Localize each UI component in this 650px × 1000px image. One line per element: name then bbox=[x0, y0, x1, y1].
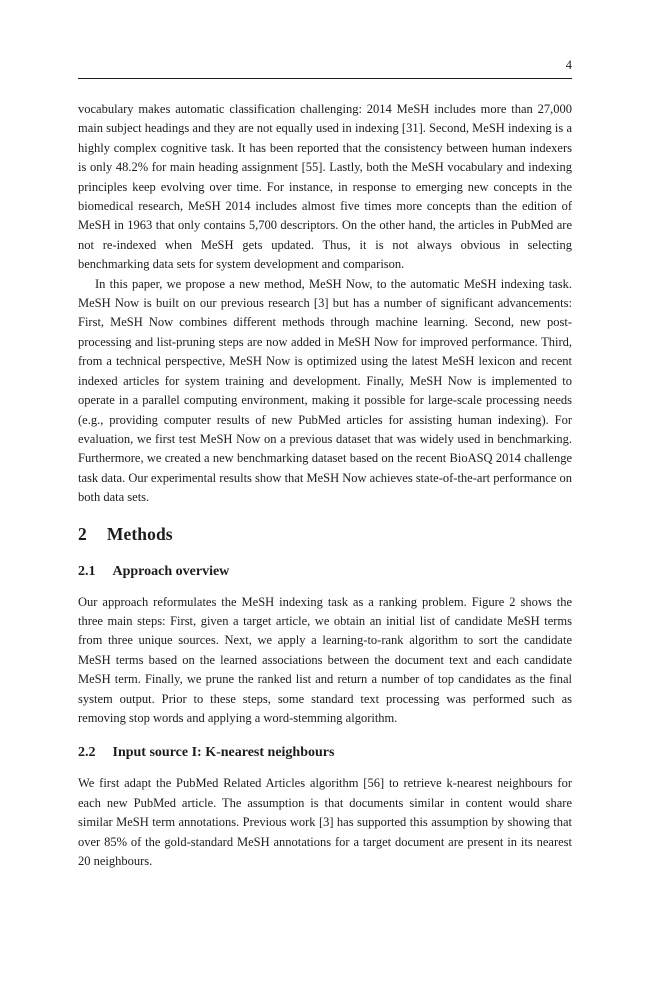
section-title: Methods bbox=[106, 523, 173, 544]
page-number: 4 bbox=[565, 58, 572, 72]
page-header bbox=[78, 58, 572, 79]
subsection-title: Approach overview bbox=[112, 563, 230, 579]
section-heading-methods bbox=[78, 524, 572, 545]
body-paragraph-1: vocabulary makes automatic classification challenging: 2014 MeSH includes more than 27,000 main subject headings and they are not equally used in indexing [31]. Second, MeSH indexing is a highly complex cognitive task. It has been reported that the consistency between human indexers is only 48.2% for main heading assignment [55]. Lastly, both the MeSH vocabulary and indexing principles keep evolving over time. For instance, in response to emerging new concepts in the biomedical research, MeSH 2014 includes almost five times more concepts than the edition of MeSH in 1963 that only contains 5,700 descriptors. On the other hand, the articles in PubMed are not re-indexed when MeSH gets updated. Thus, it is not always obvious in selecting benchmarking data sets for system development and comparison. bbox=[78, 102, 572, 272]
subsection-title: Input source I: K-nearest neighbours bbox=[112, 745, 335, 761]
text-column bbox=[78, 0, 572, 871]
body-paragraph-2: In this paper, we propose a new method, MeSH Now, to the automatic MeSH indexing task. MeSH Now is built on our previous research [3] but has a number of significant advancements: First, MeSH Now combines different methods through machine learning. Second, new post-processing and list-pruning steps are now added in MeSH Now for improved performance. Third, from a technical perspective, MeSH Now is optimized using the latest MeSH lexicon and recent indexed articles for system training and development. Finally, MeSH Now is implemented to operate in a parallel computing environment, making it possible for large-scale processing needs (e.g., providing computer results of new PubMed articles for assisting human indexing). For evaluation, we first test MeSH Now on a previous dataset that was widely used in benchmarking. Furthermore, we created a new benchmarking dataset based on the recent BioASQ 2014 challenge task data. Our experimental results show that MeSH Now achieves state-of-the-art performance on both data sets. bbox=[78, 276, 572, 505]
section-number: 2 bbox=[78, 523, 87, 544]
subsection-number: 2.2 bbox=[78, 745, 96, 761]
knn-paragraph: We first adapt the PubMed Related Articles algorithm [56] to retrieve k-nearest neighbours for each new PubMed article. The assumption is that documents similar in content would share similar MeSH term annotations. Previous work [3] has supported this assumption by showing that over 85% of the gold-standard MeSH annotations for a target document are present in its nearest 20 neighbours. bbox=[78, 776, 572, 868]
subsection-heading-approach-overview bbox=[78, 564, 572, 580]
subsection-heading-knn bbox=[78, 745, 572, 761]
subsection-number: 2.1 bbox=[78, 563, 96, 579]
approach-overview-paragraph: Our approach reformulates the MeSH indexing task as a ranking problem. Figure 2 shows the three main steps: First, given a target article, we obtain an initial list of candidate MeSH terms from three unique sources. Next, we apply a learning-to-rank algorithm to sort the candidate MeSH terms based on the learned associations between the document text and each candidate MeSH term. Finally, we prune the ranked list and return a number of top candidates as the final system output. Prior to these steps, some standard text processing was performed such as removing stop words and applying a word-stemming algorithm. bbox=[78, 594, 572, 725]
